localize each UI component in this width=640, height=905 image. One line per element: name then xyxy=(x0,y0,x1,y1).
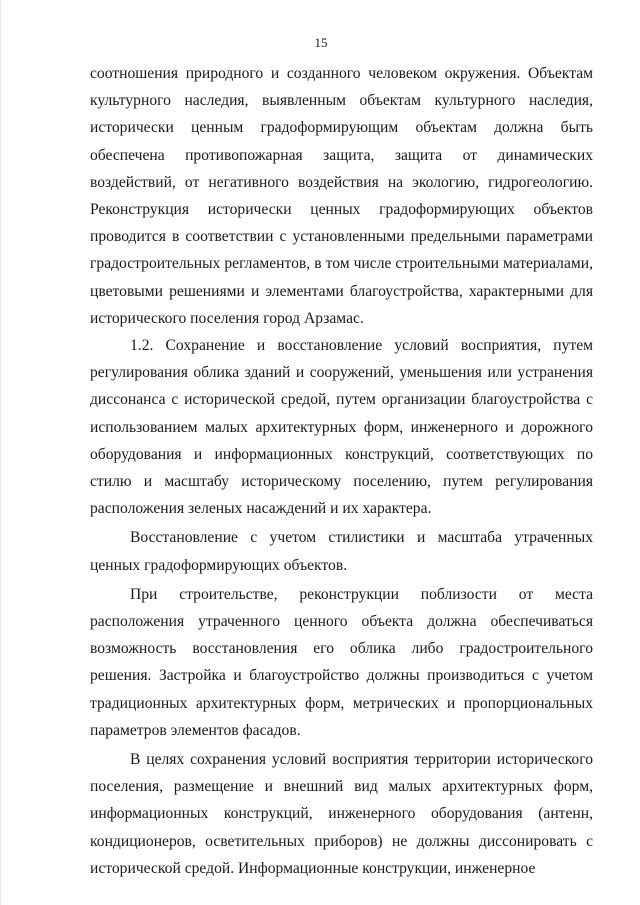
paragraph-5: В целях сохранения условий восприятия территории исторического поселения, размещение и внешний вид малых архитектурных форм, информационных конструкций, инженерного оборудования (антенн, кондиционеров, осветительных приборов) не должны диссонировать с исторической средой. Информационные конструкции, инженерное xyxy=(90,751,593,877)
paragraph-2: 1.2. Сохранение и восстановление условий восприятия, путем регулирования облика зданий и сооружений, уменьшения или устранения диссонанса с исторической средой, путем организации благоустройства с использованием малых архитектурных форм, инженерного и дорожного оборудования и информационных конструкций, соответствующих по стилю и масштабу историческому поселению, путем регулирования расположения зеленых насаждений и их характера. xyxy=(90,337,593,518)
paragraph-4: При строительстве, реконструкции поблизости от места расположения утраченного ценного объекта должна обеспечиваться возможность восстановления его облика либо градостроительного решения. Застройка и благоустройство должны производиться с учетом традиционных архитектурных форм, метрических и пропорциональных параметров элементов фасадов. xyxy=(90,585,593,739)
paragraph-3: Восстановление с учетом стилистики и масштаба утраченных ценных градоформирующих объектов. xyxy=(90,529,593,574)
page-number: 15 xyxy=(314,35,328,50)
paragraph-1: соотношения природного и созданного человеком окружения. Объектам культурного наследия, выявленным объектам культурного наследия, исторически ценным градоформирующим объектам должна быть обеспечена противопожарная защита, защита от динамических воздействий, от негативного воздействия на экологию, гидрогеологию. Реконструкция исторически ценных градоформирующих объектов проводится в соответствии с установленными предельными параметрами градостроительных регламентов, в том числе строительными материалами, цветовыми решениями и элементами благоустройства, характерными для исторического поселения город Арзамас. xyxy=(90,65,593,327)
body-text xyxy=(90,60,593,882)
